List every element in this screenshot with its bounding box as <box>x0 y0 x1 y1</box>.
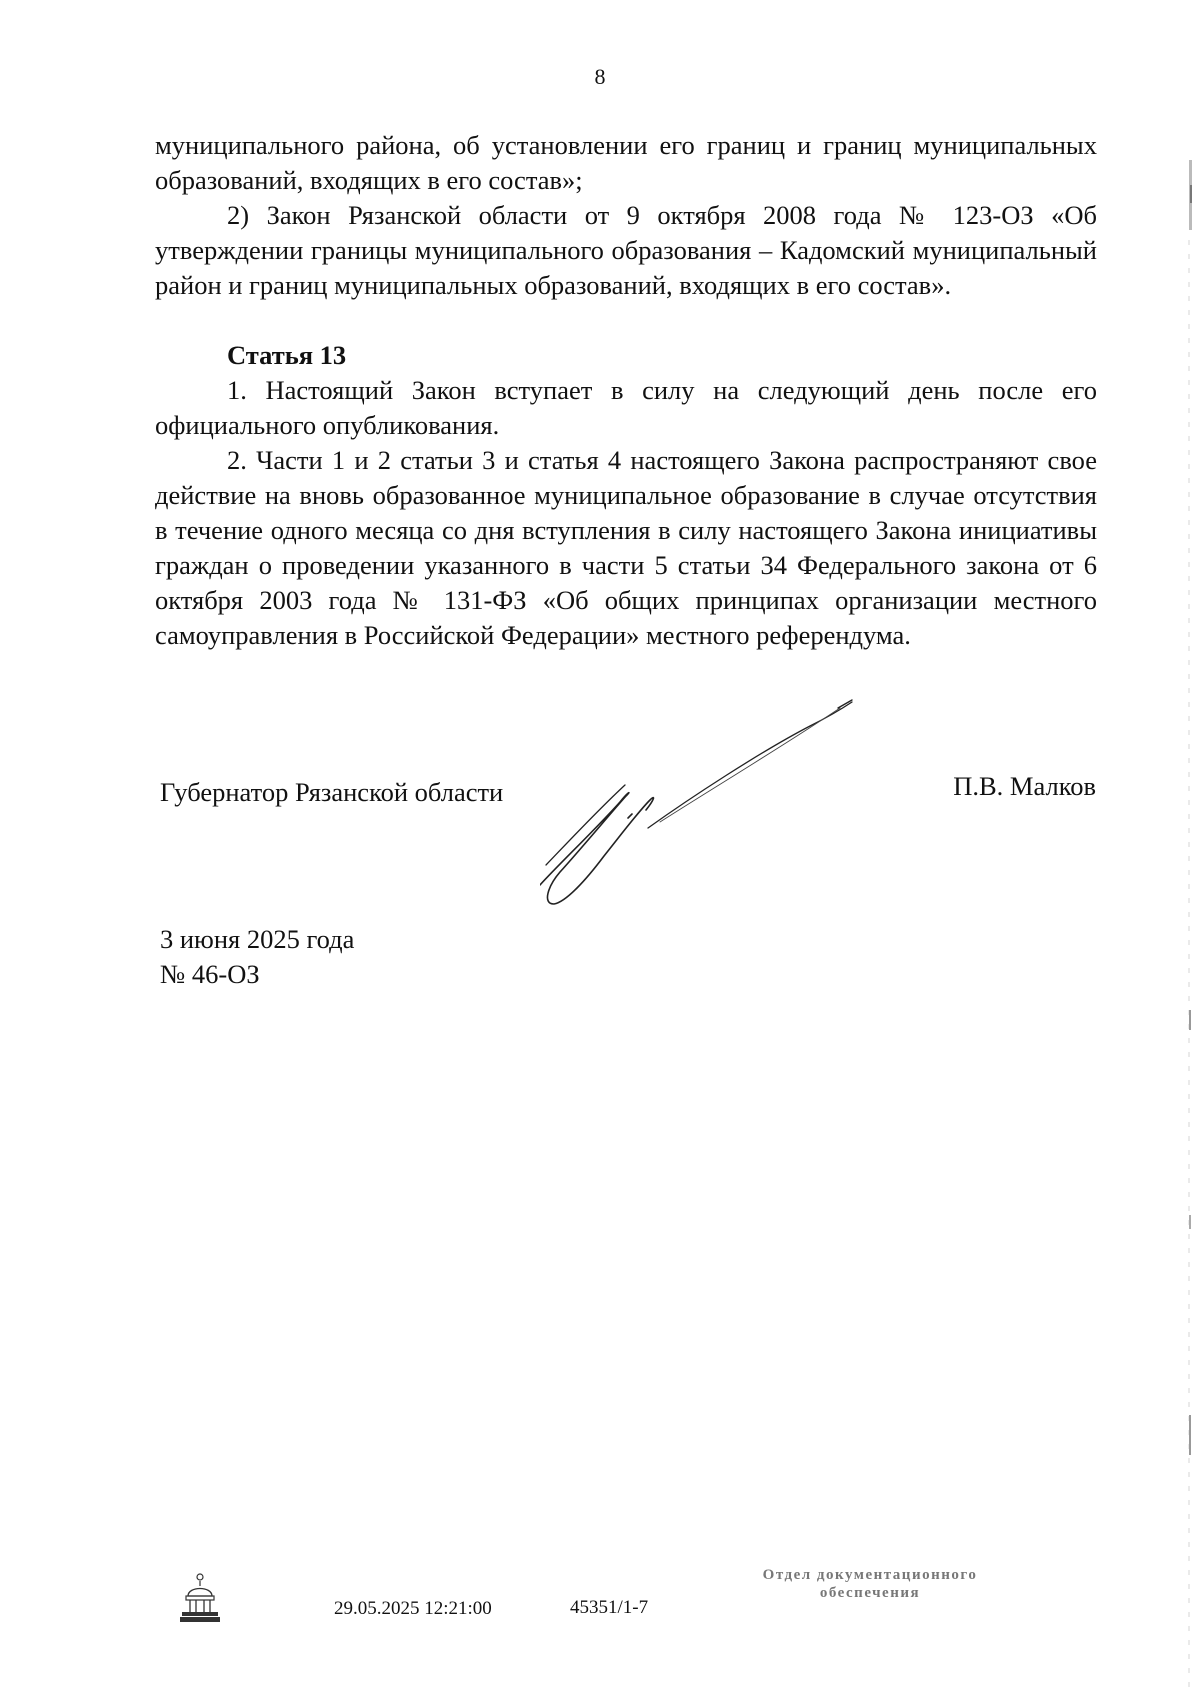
law-number: № 46-ОЗ <box>160 959 260 989</box>
registry-emblem-icon <box>178 1572 222 1624</box>
department-stamp <box>720 1566 1020 1602</box>
law-date-block <box>160 922 354 992</box>
handwritten-signature <box>540 690 930 930</box>
footer-registration-code: 45351/1-7 <box>570 1597 649 1618</box>
law-date: 3 июня 2025 года <box>160 924 355 954</box>
page-number: 8 <box>594 64 606 89</box>
paragraph-continuation: муниципального района, об установлении его границ и границ муниципальных образований, входящих в его состав»; <box>155 130 1097 195</box>
footer-timestamp: 29.05.2025 12:21:00 <box>334 1598 492 1619</box>
article-heading: Статья 13 <box>227 340 347 370</box>
document-body <box>155 128 1097 653</box>
department-stamp-line-1: Отдел документационного <box>762 1567 978 1583</box>
paragraph-law-reference: 2) Закон Рязанской области от 9 октября 2008 года № 123-ОЗ «Об утверждении границы муниципального образования – Кадомский муниципальный район и границ муниципальных образований, входящих в его состав». <box>155 200 1097 300</box>
scan-edge-artifact <box>1183 0 1193 1695</box>
signer-position: Губернатор Рязанской области <box>160 777 504 807</box>
signer-name: П.В. Малков <box>953 771 1096 801</box>
article-item-2: 2. Части 1 и 2 статьи 3 и статья 4 настоящего Закона распространяют свое действие на вновь образованное муниципальное образование в случае отсутствия в течение одного месяца со дня вступления в силу настоящего Закона инициативы граждан о проведении указанного в части 5 статьи 34 Федерального закона от 6 октября 2003 года № 131-ФЗ «Об общих принципах организации местного самоуправления в Российской Федерации» местного референдума. <box>155 445 1097 650</box>
article-item-1: 1. Настоящий Закон вступает в силу на следующий день после его официального опубликования. <box>155 375 1097 440</box>
department-stamp-line-2: обеспечения <box>819 1585 921 1601</box>
